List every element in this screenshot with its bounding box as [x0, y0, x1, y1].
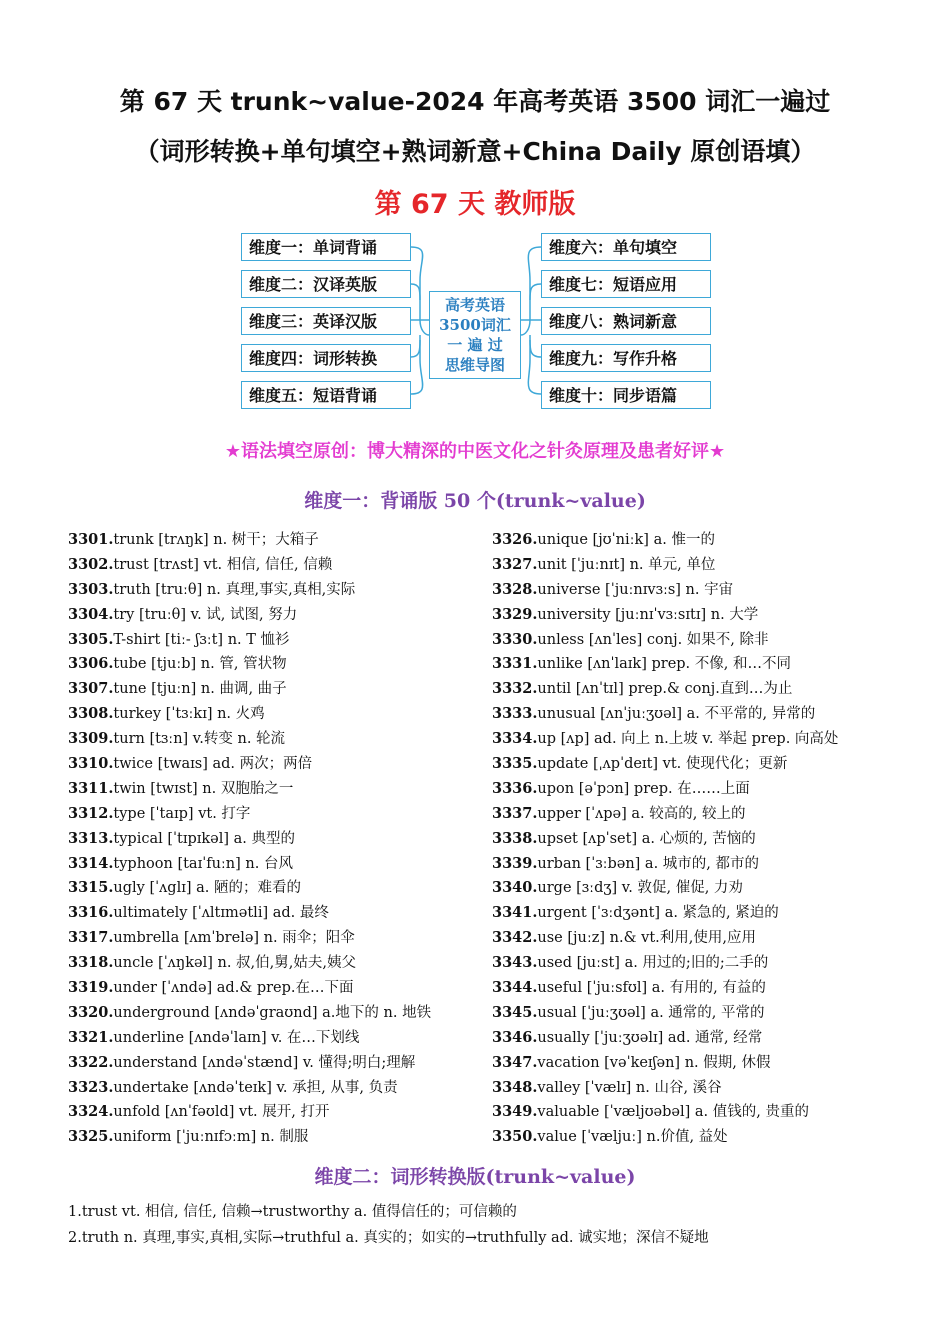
vocab-entry-text: urge [ɜːdʒ] v. 敦促, 催促, 力劝 [537, 880, 743, 897]
section-heading-recitation: 维度一：背诵版 50 个(trunk~value) [304, 490, 646, 512]
vocab-entry-number: 3311. [68, 779, 114, 797]
vocab-entry [68, 926, 488, 951]
vocab-entry-text: umbrella [ʌmˈbrelə] n. 雨伞；阳伞 [113, 930, 355, 947]
vocab-entry-text: used [juːst] a. 用过的;旧的;二手的 [537, 955, 769, 972]
vocab-entry-number: 3349. [492, 1103, 538, 1121]
vocab-entry-number: 3309. [68, 730, 114, 748]
vocab-entry-number: 3316. [68, 904, 114, 922]
vocab-entry-number: 3319. [68, 979, 114, 997]
vocab-entry-number: 3315. [68, 879, 114, 897]
vocab-entry [492, 1100, 912, 1125]
vocab-entry [492, 1125, 912, 1150]
vocab-entry [68, 1125, 488, 1150]
vocab-column-left [68, 528, 488, 1150]
vocab-entry-text: unlike [ʌnˈlaɪk] prep. 不像, 和…不同 [537, 656, 791, 673]
vocab-entry-number: 3323. [68, 1078, 114, 1096]
vocab-entry-text: unit [ˈjuːnɪt] n. 单元, 单位 [537, 556, 716, 573]
vocab-entry-text: uncle [ˈʌŋkəl] n. 叔,伯,舅,姑夫,姨父 [113, 955, 356, 972]
vocab-entry [68, 901, 488, 926]
vocab-entry-text: up [ʌp] ad. 向上 n.上坡 v. 举起 prep. 向高处 [537, 731, 839, 748]
vocab-entry [492, 1051, 912, 1076]
vocab-entry [492, 976, 912, 1001]
vocab-entry-text: ugly [ˈʌglɪ] a. 陋的；难看的 [113, 880, 301, 897]
vocab-entry-number: 3324. [68, 1103, 114, 1121]
vocab-entry [492, 727, 912, 752]
vocab-entry-number: 3304. [68, 605, 114, 623]
vocab-entry [492, 677, 912, 702]
vocab-entry [68, 702, 488, 727]
vocab-entry [492, 652, 912, 677]
vocab-entry-number: 3313. [68, 829, 114, 847]
mindmap-right-3: 维度八：熟词新意 [541, 307, 711, 335]
mindmap-right-4: 维度九：写作升格 [541, 344, 711, 372]
vocab-entry-text: unless [ʌnˈles] conj. 如果不, 除非 [537, 631, 769, 648]
vocab-entry [68, 1076, 488, 1101]
vocab-entry [492, 528, 912, 553]
vocab-entry-text: update [ˌʌpˈdeɪt] vt. 使现代化；更新 [537, 756, 788, 773]
page-title-line1: 第 67 天 trunk~value-2024 年高考英语 3500 词汇一遍过 [119, 87, 831, 116]
vocab-entry [492, 603, 912, 628]
vocab-entry-text: unique [jʊˈniːk] a. 惟一的 [537, 532, 715, 548]
mindmap-center-line2: 3500词汇 [439, 316, 511, 334]
vocab-entry-number: 3318. [68, 954, 114, 972]
vocab-entry [492, 901, 912, 926]
vocab-entry-number: 3333. [492, 705, 538, 723]
vocab-entry-text: undertake [ʌndəˈteɪk] v. 承担, 从事, 负责 [113, 1079, 398, 1096]
vocab-entry-number: 3314. [68, 854, 114, 872]
vocab-entry [492, 1026, 912, 1051]
vocab-entry-text: turkey [ˈtɜːkɪ] n. 火鸡 [113, 706, 265, 723]
vocab-entry-text: twice [twaɪs] ad. 两次；两倍 [113, 756, 313, 773]
vocab-entry-number: 3301. [68, 531, 114, 548]
vocab-entry-text: upon [əˈpɔn] prep. 在……上面 [537, 780, 750, 797]
vocab-entry [68, 652, 488, 677]
page-subtitle: 第 67 天 教师版 [374, 189, 576, 220]
vocab-entry [68, 1001, 488, 1026]
vocab-entry-text: useful [ˈjuːsfʊl] a. 有用的, 有益的 [537, 980, 766, 997]
vocab-entry-text: turn [tɜːn] v.转变 n. 轮流 [113, 731, 286, 748]
vocab-entry-text: typhoon [taɪˈfuːn] n. 台风 [113, 855, 293, 872]
vocab-entry-text: tube [tjuːb] n. 管, 管状物 [113, 656, 287, 673]
vocab-entry [492, 1076, 912, 1101]
vocab-entry-number: 3308. [68, 705, 114, 723]
vocab-entry-text: valley [ˈvælɪ] n. 山谷, 溪谷 [537, 1079, 722, 1096]
vocab-entry-text: truth [truːθ] n. 真理,事实,真相,实际 [113, 581, 356, 598]
vocab-entry [68, 578, 488, 603]
mindmap-center-line3: 一 遍 过 [447, 336, 503, 354]
vocab-entry-number: 3321. [68, 1028, 114, 1046]
vocab-entry-number: 3325. [68, 1128, 114, 1146]
vocab-entry [492, 926, 912, 951]
vocab-entry [68, 976, 488, 1001]
page-title-line2: （词形转换+单句填空+熟词新意+China Daily 原创语填） [134, 137, 816, 166]
mindmap-right-1: 维度六：单句填空 [541, 233, 711, 261]
vocab-entry-text: vacation [vəˈkeɪʃən] n. 假期, 休假 [537, 1054, 771, 1071]
vocab-entry-text: valuable [ˈvæljʊəbəl] a. 值钱的, 贵重的 [537, 1104, 809, 1121]
vocab-entry-number: 3322. [68, 1053, 114, 1071]
vocab-entry [68, 802, 488, 827]
vocab-entry [492, 777, 912, 802]
vocab-entry-number: 3330. [492, 630, 538, 648]
vocab-entry-text: university [juːnɪˈvɜːsɪtɪ] n. 大学 [537, 606, 759, 623]
vocab-entry-text: uniform [ˈjuːnɪfɔːm] n. 制服 [113, 1129, 309, 1146]
vocab-entry-text: upset [ʌpˈset] a. 心烦的, 苦恼的 [537, 830, 756, 847]
vocab-entry [492, 553, 912, 578]
vocab-column-right [492, 528, 912, 1150]
vocab-entry-text: upper [ˈʌpə] a. 较高的, 较上的 [537, 805, 746, 822]
vocab-entry [68, 1026, 488, 1051]
grammar-banner: ★语法填空原创：博大精深的中医文化之针灸原理及患者好评★ [224, 441, 726, 462]
vocab-entry-text: trunk [trʌŋk] n. 树干；大箱子 [113, 532, 319, 548]
word-form-item: 2.truth n. 真理,事实,真相,实际→truthful a. 真实的；如实的→truthfully ad. 诚实地；深信不疑地 [68, 1230, 709, 1246]
vocab-entry-number: 3347. [492, 1053, 538, 1071]
vocab-entry [68, 677, 488, 702]
vocab-entry-number: 3339. [492, 854, 538, 872]
section-heading-word-forms: 维度二：词形转换版(trunk~value) [314, 1166, 636, 1188]
vocab-entry-number: 3310. [68, 755, 114, 773]
vocab-entry-text: underline [ʌndəˈlaɪn] v. 在…下划线 [113, 1029, 360, 1046]
vocab-entry-number: 3350. [492, 1128, 538, 1146]
mindmap-left-5: 维度五：短语背诵 [241, 381, 411, 409]
vocab-entry-number: 3326. [492, 531, 538, 548]
vocab-entry [492, 578, 912, 603]
vocab-entry-text: type [ˈtaɪp] vt. 打字 [113, 805, 251, 822]
vocab-entry [68, 951, 488, 976]
vocab-entry-text: typical [ˈtɪpɪkəl] a. 典型的 [113, 830, 296, 847]
vocab-entry-number: 3341. [492, 904, 538, 922]
vocab-entry [492, 802, 912, 827]
vocab-entry-number: 3307. [68, 680, 114, 698]
vocab-entry-number: 3317. [68, 929, 114, 947]
vocab-entry-number: 3340. [492, 879, 538, 897]
vocab-entry-text: try [truːθ] v. 试, 试图, 努力 [113, 606, 298, 623]
vocab-entry-text: tune [tjuːn] n. 曲调, 曲子 [113, 681, 287, 698]
vocab-entry-number: 3305. [68, 630, 114, 648]
vocab-entry [68, 852, 488, 877]
vocab-entry-number: 3328. [492, 580, 538, 598]
vocab-entry-number: 3327. [492, 555, 538, 573]
vocab-entry-text: urgent [ˈɜːdʒənt] a. 紧急的, 紧迫的 [537, 905, 779, 922]
vocab-entry [68, 727, 488, 752]
mindmap-center [429, 291, 521, 379]
vocab-entry-text: urban [ˈɜːbən] a. 城市的, 都市的 [537, 855, 760, 872]
vocab-entry-text: usual [ˈjuːʒʊəl] a. 通常的, 平常的 [537, 1004, 765, 1021]
vocab-entry-number: 3331. [492, 655, 538, 673]
mindmap-left-2: 维度二：汉译英版 [241, 270, 411, 298]
vocab-entry-text: underground [ʌndəˈgraʊnd] a.地下的 n. 地铁 [113, 1004, 432, 1021]
mindmap-left-4: 维度四：词形转换 [241, 344, 411, 372]
vocab-entry-number: 3337. [492, 804, 538, 822]
vocab-entry-text: under [ˈʌndə] ad.& prep.在…下面 [113, 980, 354, 997]
vocab-entry [492, 827, 912, 852]
vocab-entry-number: 3306. [68, 655, 114, 673]
vocab-entry [68, 777, 488, 802]
vocab-entry-text: unfold [ʌnˈfəʊld] vt. 展开, 打开 [113, 1104, 330, 1121]
vocab-entry-number: 3344. [492, 979, 538, 997]
vocab-entry [492, 752, 912, 777]
vocab-entry [68, 752, 488, 777]
vocab-entry [492, 876, 912, 901]
vocab-entry-text: usually [ˈjuːʒʊəlɪ] ad. 通常, 经常 [537, 1029, 763, 1046]
mindmap-left-1: 维度一：单词背诵 [241, 233, 411, 261]
vocab-entry-number: 3343. [492, 954, 538, 972]
mindmap-center-line1: 高考英语 [444, 296, 505, 314]
vocab-entry-number: 3338. [492, 829, 538, 847]
vocab-entry [492, 702, 912, 727]
vocab-entry-text: T-shirt [tiː- ʃɜːt] n. T 恤衫 [113, 631, 290, 648]
mindmap-center-line4: 思维导图 [444, 356, 505, 374]
vocab-entry-text: twin [twɪst] n. 双胞胎之一 [113, 780, 294, 797]
vocab-entry [68, 528, 488, 553]
vocab-entry [492, 1001, 912, 1026]
vocab-entry-text: ultimately [ˈʌltɪmətli] ad. 最终 [113, 905, 329, 922]
vocab-entry-text: use [juːz] n.& vt.利用,使用,应用 [537, 930, 756, 947]
vocab-entry-text: unusual [ʌnˈjuːʒʊəl] a. 不平常的, 异常的 [537, 706, 816, 723]
vocab-entry-number: 3303. [68, 580, 114, 598]
vocab-entry [68, 827, 488, 852]
vocab-entry-number: 3346. [492, 1028, 538, 1046]
mindmap-right-2: 维度七：短语应用 [541, 270, 711, 298]
vocab-entry [492, 628, 912, 653]
mindmap-left-3: 维度三：英译汉版 [241, 307, 411, 335]
vocab-entry-number: 3345. [492, 1003, 538, 1021]
vocab-entry-text: universe [ˈjuːnɪvɜːs] n. 宇宙 [537, 581, 734, 598]
vocab-entry-number: 3320. [68, 1003, 114, 1021]
vocab-entry-number: 3332. [492, 680, 538, 698]
vocab-entry [492, 852, 912, 877]
vocab-entry-number: 3302. [68, 555, 114, 573]
vocab-entry [68, 1051, 488, 1076]
vocab-entry-number: 3335. [492, 755, 538, 773]
vocab-entry-number: 3329. [492, 605, 538, 623]
vocab-entry-text: trust [trʌst] vt. 相信, 信任, 信赖 [113, 556, 333, 573]
vocab-entry [68, 628, 488, 653]
vocab-entry-text: until [ʌnˈtɪl] prep.& conj.直到…为止 [537, 681, 793, 698]
vocab-entry [68, 1100, 488, 1125]
vocab-entry-number: 3342. [492, 929, 538, 947]
mindmap-right-5: 维度十：同步语篇 [541, 381, 711, 409]
word-form-item: 1.trust vt. 相信, 信任, 信赖→trustworthy a. 值得信任的；可信赖的 [68, 1204, 517, 1220]
vocab-entry-number: 3336. [492, 779, 538, 797]
vocab-entry-number: 3334. [492, 730, 538, 748]
vocab-entry [68, 553, 488, 578]
vocab-entry-text: value [ˈvæljuː] n.价值, 益处 [537, 1129, 728, 1146]
vocab-entry-number: 3348. [492, 1078, 538, 1096]
vocab-entry-text: understand [ʌndəˈstænd] v. 懂得;明白;理解 [113, 1054, 416, 1071]
vocab-entry-number: 3312. [68, 804, 114, 822]
vocab-entry [492, 951, 912, 976]
vocab-entry [68, 603, 488, 628]
vocab-entry [68, 876, 488, 901]
